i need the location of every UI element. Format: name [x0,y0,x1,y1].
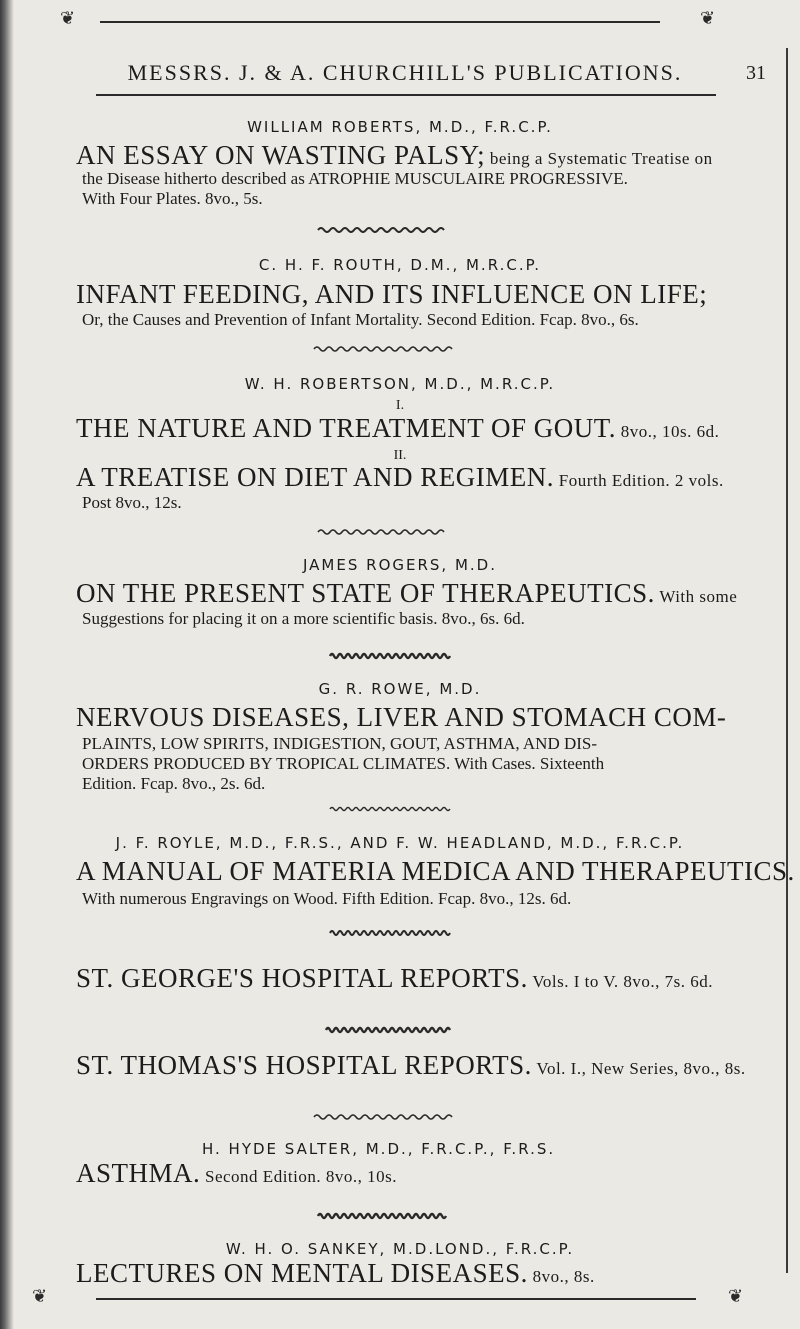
divider-ornament [314,345,454,353]
book-title: INFANT FEEDING, AND ITS INFLUENCE ON LIFE; [76,279,708,309]
book-title-line [76,578,766,609]
book-title: ST. THOMAS'S HOSPITAL REPORTS. [76,1050,532,1080]
description-line: Suggestions for placing it on a more scientific basis. 8vo., 6s. 6d. [82,609,525,628]
book-title-line [76,413,766,444]
book-title: AN ESSAY ON WASTING PALSY; [76,140,486,170]
page-number: 31 [746,62,766,84]
book-title-continuation: With some [654,587,738,606]
running-head: MESSRS. J. & A. CHURCHILL'S PUBLICATIONS. [127,60,683,85]
divider-ornament [330,806,450,812]
book-description [82,169,772,209]
book-title: LECTURES ON MENTAL DISEASES. [76,1258,528,1288]
description-line: Edition. Fcap. 8vo., 2s. 6d. [82,774,266,793]
book-description [82,310,772,330]
book-title-line [76,702,766,733]
page-spine-shadow [0,0,14,1329]
book-title-line [76,856,795,887]
author-name: C. H. F. ROUTH, D.M., M.R.C.P. [258,256,542,274]
book-title-line [76,1258,766,1289]
description-line: With Four Plates. 8vo., 5s. [82,189,263,208]
book-title-line [76,1158,766,1189]
book-title-continuation: Vol. I., New Series, 8vo., 8s. [531,1059,746,1078]
book-title-continuation: Fourth Edition. 2 vols. [554,471,724,490]
book-title: NERVOUS DISEASES, LIVER AND STOMACH COM- [76,702,727,732]
book-description [82,889,772,909]
corner-ornament-icon: ❦ [700,8,716,29]
book-title: A MANUAL OF MATERIA MEDICA AND THERAPEUTICS. [76,856,795,886]
divider-ornament [318,528,448,536]
book-title-continuation: 8vo., 10s. 6d. [616,422,720,441]
author-name: G. R. ROWE, M.D. [318,680,482,698]
book-description [82,734,772,794]
book-title-line [76,963,766,994]
author-name: J. F. ROYLE, M.D., F.R.S., AND F. W. HEADLAND, M.D., F.R.C.P. [115,834,685,852]
book-title-continuation: 8vo., 8s. [527,1267,595,1286]
book-title: ASTHMA. [76,1158,201,1188]
description-line: With numerous Engravings on Wood. Fifth Edition. Fcap. 8vo., 12s. 6d. [82,889,572,908]
book-title: ON THE PRESENT STATE OF THERAPEUTICS. [76,578,655,608]
header-underline-rule [96,94,716,96]
corner-ornament-icon: ❦ [60,8,76,29]
book-title-line [76,1050,766,1081]
corner-ornament-icon: ❦ [728,1286,744,1307]
book-title: A TREATISE ON DIET AND REGIMEN. [76,462,554,492]
book-title-line [76,462,766,493]
divider-ornament [314,1113,454,1121]
volume-numeral: II. [393,448,407,463]
top-border-rule [100,21,660,23]
divider-ornament [326,1026,450,1034]
author-name: WILLIAM ROBERTS, M.D., F.R.C.P. [247,118,553,136]
description-line: Or, the Causes and Prevention of Infant Mortality. Second Edition. Fcap. 8vo., 6s. [82,310,639,329]
volume-numeral: I. [395,398,405,413]
description-line: the Disease hitherto described as ATROPHIE MUSCULAIRE PROGRESSIVE. [82,169,628,188]
book-title-continuation: being a Systematic Treatise on [485,149,713,168]
book-title-line [76,279,766,310]
divider-ornament [330,652,450,660]
right-border-rule [786,48,788,1273]
book-title-continuation: Second Edition. 8vo., 10s. [200,1167,397,1186]
divider-ornament [330,929,450,937]
book-title: THE NATURE AND TREATMENT OF GOUT. [76,413,616,443]
divider-ornament [318,1212,448,1220]
description-line: PLAINTS, LOW SPIRITS, INDIGESTION, GOUT, ASTHMA, AND DIS- [82,734,598,753]
divider-ornament [318,226,448,234]
description-line: ORDERS PRODUCED BY TROPICAL CLIMATES. With Cases. Sixteenth [82,754,605,773]
description-line: Post 8vo., 12s. [82,493,182,512]
book-description [82,609,772,629]
author-name: W. H. O. SANKEY, M.D.LOND., F.R.C.P. [225,1240,575,1258]
corner-ornament-icon: ❦ [32,1286,48,1307]
author-name: JAMES ROGERS, M.D. [303,556,497,574]
author-name: W. H. ROBERTSON, M.D., M.R.C.P. [244,375,556,393]
bottom-border-rule [96,1298,696,1300]
book-title-continuation: Vols. I to V. 8vo., 7s. 6d. [527,972,714,991]
book-description [82,493,772,513]
book-title: ST. GEORGE'S HOSPITAL REPORTS. [76,963,528,993]
author-name: H. HYDE SALTER, M.D., F.R.C.P., F.R.S. [202,1140,556,1158]
book-title-line [76,140,766,171]
